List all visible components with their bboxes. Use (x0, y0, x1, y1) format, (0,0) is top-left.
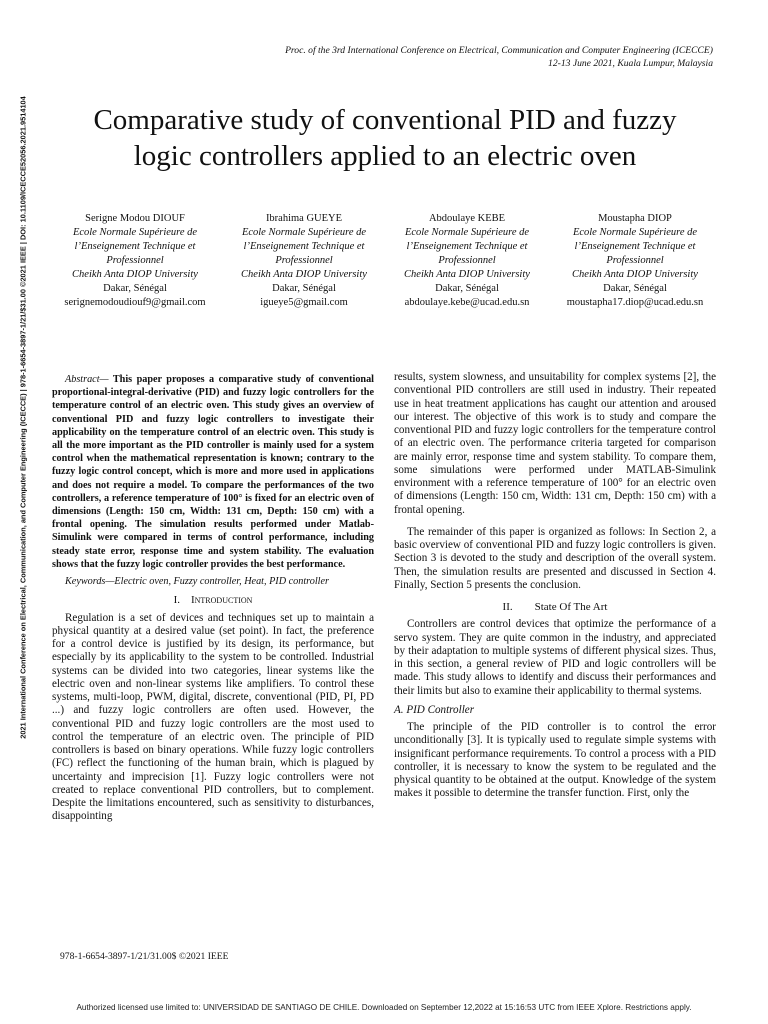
paragraph: Controllers are control devices that optimize the performance of a servo system. They are quite common in the industry, and appreciated by their adaptation to multiple systems of different physical sizes. Thus, in this section, a general review of PID and logic controllers will be made. This study allows to identify and discuss their performances and their limits but also to examine their applicability to thermal systems. (394, 618, 716, 697)
author-city: Dakar, Sénégal (435, 283, 499, 294)
author-email: igueye5@gmail.com (260, 297, 348, 308)
author-affiliation: Ecole Normale Supérieure de (404, 227, 530, 238)
author-name: Ibrahima GUEYE (265, 213, 343, 224)
author-university: Cheikh Anta DIOP University (241, 269, 367, 280)
author-city: Dakar, Sénégal (272, 283, 336, 294)
right-column (394, 371, 716, 801)
author-affiliation: l’Enseignement Technique et (243, 241, 365, 252)
introduction-paragraph: Regulation is a set of devices and techniques set up to maintain a physical quantity at a desired value (set point). In fact, the preference for a control device is justified by its design, its performance, but especially by its applicability to the system to be controlled. Industrial systems can be divided into two categories, linear systems like the electric oven and non-linear systems like amplifiers. To control these systems, multi-loop, PWM, digital, discrete, conventional (PID, PI, PD ...) and fuzzy logic controllers are often used. However, the conventional PID and fuzzy logic controllers are the most used to control the temperature of an electric oven. The principle of PID controllers is based on binary operations. While fuzzy logic controllers (FC) reflect the functioning of the human brain, which is plagued by uncertainty and imprecision [1]. Fuzzy logic controllers were not created to replace conventional PID controllers, but to complement. Despite the limitations encountered, such as sensitivity to disturbances, disappointing (52, 611, 374, 823)
section-title: State Of The Art (534, 601, 608, 613)
author-city: Dakar, Sénégal (103, 283, 167, 294)
keywords: Keywords—Electric oven, Fuzzy controller, Heat, PID controller (65, 576, 329, 588)
author-affiliation: l’Enseignement Technique et (74, 241, 196, 252)
title-line-2: logic controllers applied to an electric oven (133, 140, 637, 172)
copyright-footer: 978-1-6654-3897-1/21/31.00$ ©2021 IEEE (60, 951, 229, 962)
conference-date-location: 12-13 June 2021, Kuala Lumpur, Malaysia (548, 58, 713, 69)
section-heading-state-of-the-art (394, 601, 716, 614)
conference-name: Proc. of the 3rd International Conference on Electrical, Communication and Computer Engineering (ICECCE) (285, 45, 713, 56)
author-affiliation: Ecole Normale Supérieure de (72, 227, 198, 238)
paragraph: The remainder of this paper is organized as follows: In Section 2, a basic overview of conventional PID and fuzzy logic controllers is given. Section 3 is devoted to the study and description of the overall system. Then, the simulation results are presented and discussed in Section 4. Finally, Section 5 presents the conclusion. (394, 525, 716, 591)
section-number: II. (502, 601, 513, 613)
author-affiliation: Professionnel (606, 255, 664, 266)
author-name: Abdoulaye KEBE (428, 213, 506, 224)
author-affiliation: Ecole Normale Supérieure de (241, 227, 367, 238)
author-affiliation: Ecole Normale Supérieure de (572, 227, 698, 238)
author-email: abdoulaye.kebe@ucad.edu.sn (404, 297, 530, 308)
section-heading-introduction (52, 594, 374, 607)
license-notice: Authorized licensed use limited to: UNIVERSIDAD DE SANTIAGO DE CHILE. Downloaded on September 12,2022 at 15:16:53 UTC from IEEE Xplore. Restrictions apply. (76, 1003, 692, 1012)
abstract (52, 373, 374, 571)
abstract-lead: Abstract— (65, 374, 109, 385)
author-affiliation: l’Enseignement Technique et (574, 241, 696, 252)
author-university: Cheikh Anta DIOP University (404, 269, 530, 280)
author-email: serignemodoudiouf9@gmail.com (64, 297, 206, 308)
author-block-3 (382, 212, 552, 310)
section-number: I. (173, 594, 180, 607)
author-city: Dakar, Sénégal (603, 283, 667, 294)
author-block-2 (219, 212, 389, 310)
side-doi-text: 2021 International Conference on Electrical, Communication, and Computer Engineering (ICECCE) | 978-1-6654-3897-1/21/$31.00 ©2021 IEEE | DOI: 10.1109/ICECCE52056.2021.9514104 (18, 96, 28, 739)
abstract-text: This paper proposes a comparative study of conventional proportional-integral-derivative (PID) and fuzzy logic controllers for the temperature control of an electric oven. This study gives an overview of conventional PID and fuzzy logic controllers to investigate their applicability on the temperature control of an electric oven. This study is all the more important as the PID controller is mainly used for a system control when the mathematical representation is known; contrary to the fuzzy logic control concept, which is more and more used in applications and does not require a model. To compare the performances of the two controllers, a reference temperature of 100° is fixed for an electric oven of dimensions (Length: 150 cm, Width: 131 cm, Depth: 150 cm) with a frontal opening. The simulation results performed under Matlab-Simulink were compared in terms of control performance, including steady state error, response time and system stability. The evaluation shows that the fuzzy logic controller provides the best performance. (52, 374, 374, 570)
conference-header (285, 44, 713, 70)
paragraph: The principle of the PID controller is to control the error unconditionally [3]. It is typically used to regulate simple systems with insignificant performance requirements. To control a process with a PID controller, it is necessary to know the system to be regulated and the physical quantity to be obtained at the output. Knowledge of the system makes it possible to determine the transfer function. First, only the (394, 721, 716, 800)
subsection-heading-pid: A. PID Controller (394, 703, 475, 716)
author-block-1 (50, 212, 220, 310)
author-affiliation: Professionnel (275, 255, 333, 266)
author-university: Cheikh Anta DIOP University (572, 269, 698, 280)
section-title: Introduction (190, 594, 253, 607)
author-affiliation: Professionnel (438, 255, 496, 266)
left-column (52, 373, 374, 824)
author-affiliation: Professionnel (106, 255, 164, 266)
title-line-1: Comparative study of conventional PID and fuzzy (93, 104, 677, 136)
paper-title (60, 102, 710, 174)
paragraph: results, system slowness, and unsuitability for complex systems [2], the conventional PID controllers are still used in industry. Their repeated use in heat treatment applications has caught our attention and aroused our interest. The objective of this work is to study and compare the conventional PID and fuzzy logic controllers for the temperature control of an electric oven. The performance criteria targeted for comparison are mainly error, response time and system stability. To compare them, some simulations were performed under MATLAB-Simulink environment with a reference temperature of 100° for an electric oven of dimensions (Length: 150 cm, Width: 131 cm, Depth: 150 cm) with a frontal opening. (394, 371, 716, 516)
author-email: moustapha17.diop@ucad.edu.sn (566, 297, 704, 308)
author-block-4 (550, 212, 720, 310)
author-name: Moustapha DIOP (598, 213, 672, 224)
author-affiliation: l’Enseignement Technique et (406, 241, 528, 252)
author-university: Cheikh Anta DIOP University (72, 269, 198, 280)
author-name: Serigne Modou DIOUF (85, 213, 185, 224)
